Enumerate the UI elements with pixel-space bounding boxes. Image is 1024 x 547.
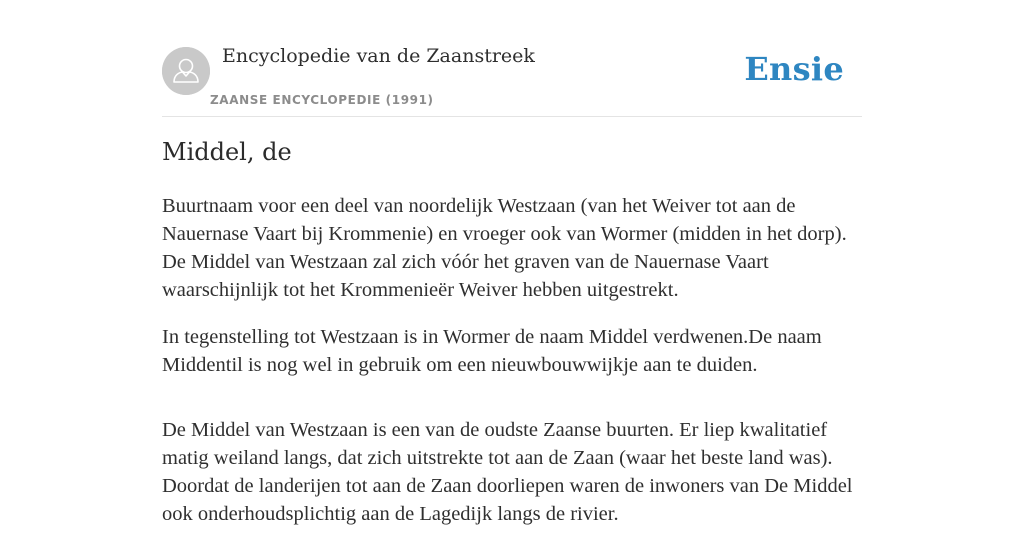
source-header	[162, 0, 862, 117]
article-paragraph: Buurtnaam voor een deel van noordelijk Westzaan (van het Weiver tot aan de Nauernase Vaart bij Krommenie) en vroeger ook van Wormer (midden in het dorp). De Middel van Westzaan zal zich vóór het graven van de Nauernase Vaart waarschijnlijk tot het Krommenieër Weiver hebben uitgestrekt.	[162, 195, 847, 301]
source-title-link[interactable]: Encyclopedie van de Zaanstreek	[222, 45, 535, 67]
article-paragraph: De Middel van Westzaan is een van de oudste Zaanse buurten. Er liep kwalitatief matig weiland langs, dat zich uitstrekte tot aan de Zaan (waar het beste land was). Doordat de landerijen tot aan de Zaan doorliepen waren de inwoners van De Middel ook onderhoudsplichtig aan de Lagedijk langs de rivier.	[162, 419, 853, 525]
ensie-logo[interactable]: Ensie	[744, 50, 844, 88]
article-title: Middel, de	[162, 138, 292, 166]
user-avatar-icon-graphic	[162, 47, 210, 95]
article-body	[162, 192, 862, 547]
article-page	[162, 0, 862, 525]
source-subtitle-link[interactable]: ZAANSE ENCYCLOPEDIE (1991)	[210, 93, 434, 107]
user-avatar-icon[interactable]	[162, 47, 210, 95]
article-paragraph: In tegenstelling tot Westzaan is in Wormer de naam Middel verdwenen.De naam Middentil is nog wel in gebruik om een nieuwbouwwijkje aan te duiden.	[162, 326, 822, 376]
